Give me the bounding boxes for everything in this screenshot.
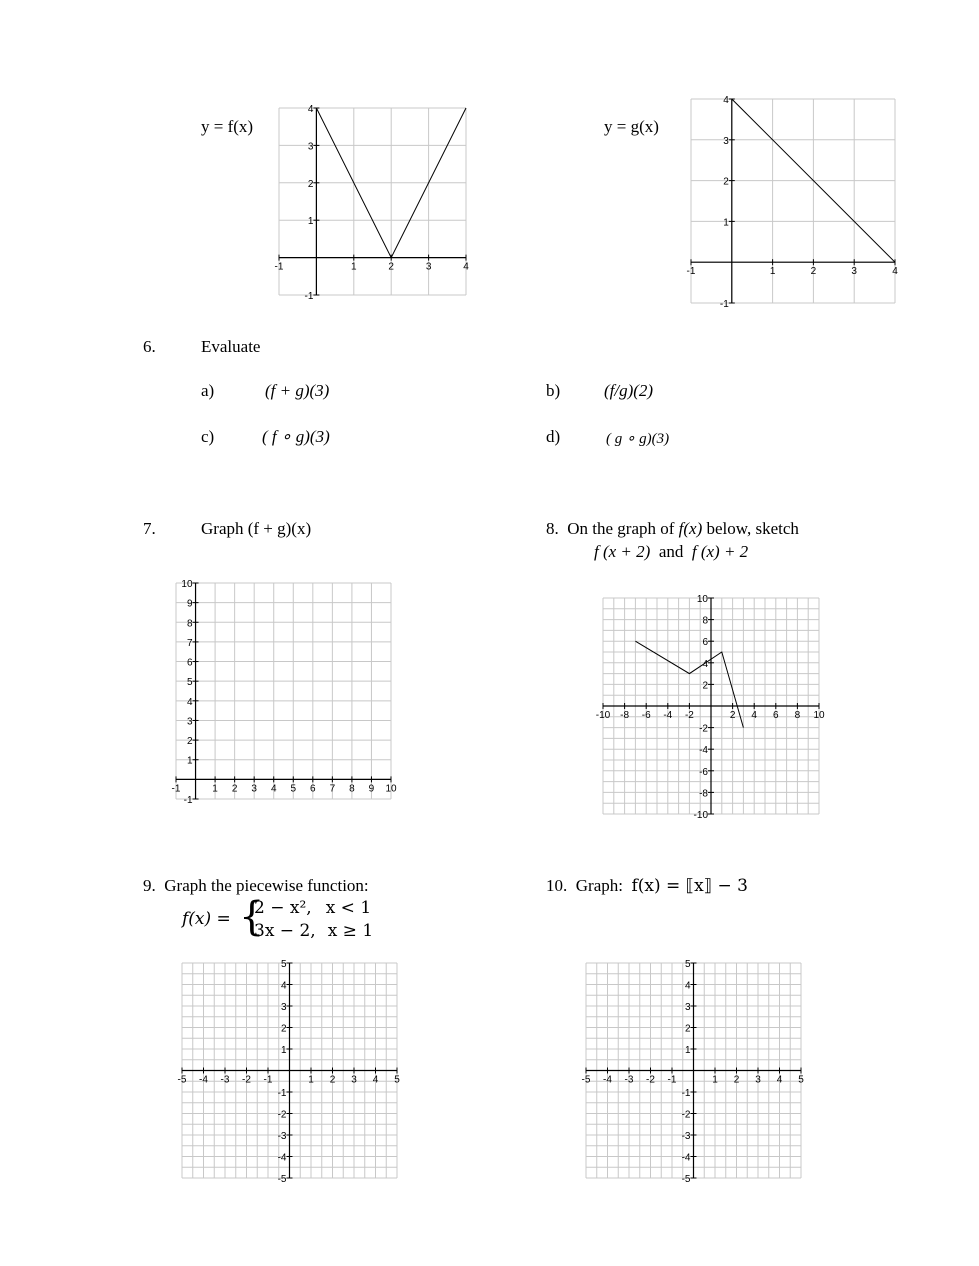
graph-f-label: y = f(x) — [201, 117, 254, 136]
q7-grid-y-tick-label: 3 — [186, 716, 193, 728]
q9-grid-y-tick-label: 2 — [280, 1023, 287, 1035]
q9-case1-expr: 2 − x², — [254, 898, 312, 918]
q7-grid-x-tick-label: 3 — [251, 783, 257, 795]
q10-grid-x-tick-label: -5 — [581, 1074, 591, 1086]
graph-g-x-tick-label: 1 — [769, 266, 776, 278]
q9-grid-y-tick-label: -5 — [277, 1174, 287, 1185]
q10-grid-y-tick-label: -4 — [681, 1152, 691, 1164]
graph-f-y-tick-label: 3 — [307, 141, 314, 153]
q9-fx: f(x) = — [182, 909, 231, 929]
graph-g-y-tick-label: 4 — [723, 95, 729, 106]
q10-grid-x-tick-label: -4 — [603, 1074, 612, 1086]
q6-prompt: Evaluate — [201, 337, 261, 356]
q10-grid-y-tick-label: -2 — [681, 1109, 691, 1121]
q10-grid-x-tick-label: 3 — [755, 1074, 761, 1086]
q9-case1-cond: x < 1 — [325, 898, 372, 918]
q9-grid-x-tick-label: 1 — [308, 1074, 314, 1086]
q10-grid-x-tick-label: -3 — [624, 1074, 634, 1086]
q10-grid-x-tick-label: -2 — [646, 1074, 655, 1086]
q10-grid-x-tick-label: -1 — [667, 1074, 677, 1086]
q8-grid-y-tick-label: 8 — [702, 615, 708, 627]
q8-prompt-fx: f(x) — [678, 519, 703, 538]
q9-prompt-text: Graph the piecewise function: — [164, 876, 369, 895]
graph-f-y-tick-label: 4 — [307, 104, 314, 115]
q10-number: 10. — [546, 876, 568, 895]
q7-grid-x-tick-label: 8 — [349, 783, 355, 795]
q7-grid-y-tick-label: 6 — [186, 657, 193, 669]
q7-grid-y-tick-label: 4 — [186, 696, 193, 708]
q8-prompt-pre: On the graph of — [567, 519, 679, 538]
q7-grid-x-tick-label: -1 — [171, 783, 181, 795]
q8-grid-x-tick-label: -2 — [684, 710, 694, 721]
q9-grid-x-tick-label: -1 — [263, 1074, 273, 1086]
q8-and: and — [658, 542, 684, 561]
q8-grid-y-tick-label: -2 — [699, 723, 708, 735]
q10-grid-y-tick-label: 1 — [684, 1045, 691, 1056]
q8-grid-x-tick-label: 4 — [751, 710, 757, 721]
graph-g-y-tick-label: 1 — [723, 217, 729, 229]
q9-grid-x-tick-label: -4 — [199, 1074, 208, 1086]
q9-case2 — [254, 921, 373, 941]
q6b-label: b) — [546, 381, 561, 400]
q9-grid-x-tick-label: 5 — [394, 1074, 400, 1086]
q7-grid-x-tick-label: 9 — [368, 783, 375, 795]
graph-g-y-tick-label: 3 — [723, 135, 729, 147]
graph-g-label: y = g(x) — [604, 117, 659, 136]
q9-grid-x-tick-label: 2 — [329, 1074, 336, 1086]
q10-grid-y-tick-label: 4 — [684, 980, 691, 992]
q7-grid-y-tick-label: 2 — [186, 736, 193, 748]
q8-grid-x-tick-label: -8 — [620, 710, 630, 721]
graph-f-y-tick-label: 1 — [307, 216, 314, 228]
q7-grid-y-tick-label: 8 — [186, 618, 193, 630]
q8-grid-y-tick-label: -4 — [699, 745, 708, 757]
q7-grid-y-tick-label: -1 — [183, 795, 193, 806]
q7-grid-x-tick-label: 10 — [385, 783, 397, 795]
q9-case1 — [254, 898, 371, 918]
q9-grid-y-tick-label: -3 — [277, 1131, 287, 1142]
q9-prompt — [143, 876, 369, 896]
q10-grid-x-tick-label: 5 — [798, 1074, 804, 1086]
q9-grid-x-tick-label: -3 — [220, 1074, 230, 1086]
q7-grid-y-tick-label: 10 — [181, 579, 193, 590]
q7-grid-x-tick-label: 2 — [231, 783, 238, 795]
q6a-label: a) — [201, 381, 215, 400]
q10-prompt-text: Graph: — [575, 876, 623, 895]
q10-grid-y-tick-label: 2 — [684, 1023, 691, 1035]
q8-grid-x-tick-label: -10 — [595, 710, 611, 721]
q8-grid-y-tick-label: -8 — [699, 788, 708, 800]
q7-grid-x-tick-label: 6 — [310, 783, 316, 795]
q7-grid-x-tick-label: 7 — [329, 783, 336, 795]
graph-f-x-tick-label: 3 — [425, 261, 432, 273]
graph-g-y-tick-label: -1 — [719, 299, 729, 310]
q8-number: 8. — [546, 519, 559, 538]
q8-expressions — [594, 542, 748, 562]
graph-f-x-tick-label: -1 — [274, 261, 284, 273]
q8-grid-y-tick-label: -6 — [699, 766, 708, 778]
q8-grid-y-tick-label: 6 — [702, 637, 708, 649]
q10-grid-x-tick-label: 1 — [712, 1074, 718, 1086]
graph-g-x-tick-label: 2 — [810, 266, 817, 278]
q6b-expr: (f/g)(2) — [604, 381, 654, 400]
q7-grid-x-tick-label: 5 — [290, 783, 297, 795]
q8-grid-x-tick-label: 8 — [794, 710, 801, 721]
q9-grid-y-tick-label: 1 — [280, 1045, 287, 1056]
q9-grid-y-tick-label: 3 — [280, 1002, 287, 1013]
q8-grid-y-tick-label: 10 — [696, 594, 708, 605]
q8-grid-x-tick-label: 6 — [773, 710, 779, 721]
q8-grid-y-tick-label: 2 — [702, 680, 708, 692]
q6d-label: d) — [546, 427, 561, 446]
q7-grid-x-tick-label: 1 — [212, 783, 218, 795]
graph-f-x-tick-label: 4 — [463, 261, 469, 273]
q8-expr2: f (x) + 2 — [691, 542, 749, 561]
q10-grid-x-tick-label: 2 — [733, 1074, 740, 1086]
graph-f-x-tick-label: 2 — [388, 261, 394, 273]
q8-prompt — [546, 519, 799, 539]
graph-g-y-tick-label: 2 — [723, 176, 729, 188]
graph-f-y-tick-label: 2 — [307, 178, 314, 190]
q6-number: 6. — [143, 337, 156, 356]
q6a-expr: (f + g)(3) — [265, 381, 330, 400]
q10-grid-y-tick-label: 3 — [684, 1002, 691, 1013]
q7-prompt: Graph (f + g)(x) — [201, 519, 312, 538]
q8-grid-x-tick-label: -6 — [641, 710, 651, 721]
q8-grid-y-tick-label: 4 — [702, 658, 708, 670]
q9-brace: { — [239, 894, 265, 940]
q10-grid-y-tick-label: -1 — [681, 1088, 691, 1099]
q8-expr1: f (x + 2) — [594, 542, 651, 561]
q7-grid-x-tick-label: 4 — [270, 783, 277, 795]
graph-g-x-tick-label: 3 — [851, 266, 857, 278]
q10-grid-y-tick-label: -5 — [681, 1174, 691, 1185]
q6d-expr: ( g ∘ g)(3) — [606, 431, 670, 447]
graph-f-x-tick-label: 1 — [351, 261, 357, 273]
q8-grid-x-tick-label: 10 — [813, 710, 825, 721]
q8-grid-x-tick-label: 2 — [729, 710, 736, 721]
q9-grid-y-tick-label: -4 — [277, 1152, 287, 1164]
q9-grid-x-tick-label: -2 — [242, 1074, 251, 1086]
q9-number: 9. — [143, 876, 156, 895]
q6c-expr: ( f ∘ g)(3) — [262, 427, 330, 446]
q7-number: 7. — [143, 519, 156, 538]
q10-prompt — [546, 876, 748, 896]
q9-case2-expr: 3x − 2, — [254, 921, 316, 941]
graph-g-x-tick-label: -1 — [686, 266, 696, 278]
q7-grid-y-tick-label: 9 — [186, 598, 193, 610]
q10-expr: f(x) = ⟦x⟧ − 3 — [631, 876, 748, 896]
q9-grid-y-tick-label: 4 — [280, 980, 287, 992]
q9-grid-x-tick-label: 4 — [372, 1074, 379, 1086]
q10-grid-y-tick-label: 5 — [684, 959, 691, 970]
q9-grid-x-tick-label: -5 — [177, 1074, 187, 1086]
q10-grid-y-tick-label: -3 — [681, 1131, 691, 1142]
q7-grid-y-tick-label: 5 — [186, 677, 193, 689]
q10-grid-x-tick-label: 4 — [776, 1074, 783, 1086]
q9-grid-y-tick-label: -1 — [277, 1088, 287, 1099]
graph-g-x-tick-label: 4 — [892, 266, 898, 278]
q9-case2-cond: x ≥ 1 — [327, 921, 374, 941]
q8-grid-x-tick-label: -4 — [663, 710, 673, 721]
q8-grid-y-tick-label: -10 — [693, 810, 708, 821]
q7-grid-y-tick-label: 1 — [186, 755, 193, 767]
q9-grid-y-tick-label: -2 — [277, 1109, 287, 1121]
graph-f-y-tick-label: -1 — [304, 291, 314, 302]
q6c-label: c) — [201, 427, 215, 446]
q9-grid-x-tick-label: 3 — [351, 1074, 357, 1086]
q7-grid-y-tick-label: 7 — [186, 637, 193, 649]
q9-grid-y-tick-label: 5 — [280, 959, 287, 970]
q8-prompt-post: below, sketch — [702, 519, 799, 538]
